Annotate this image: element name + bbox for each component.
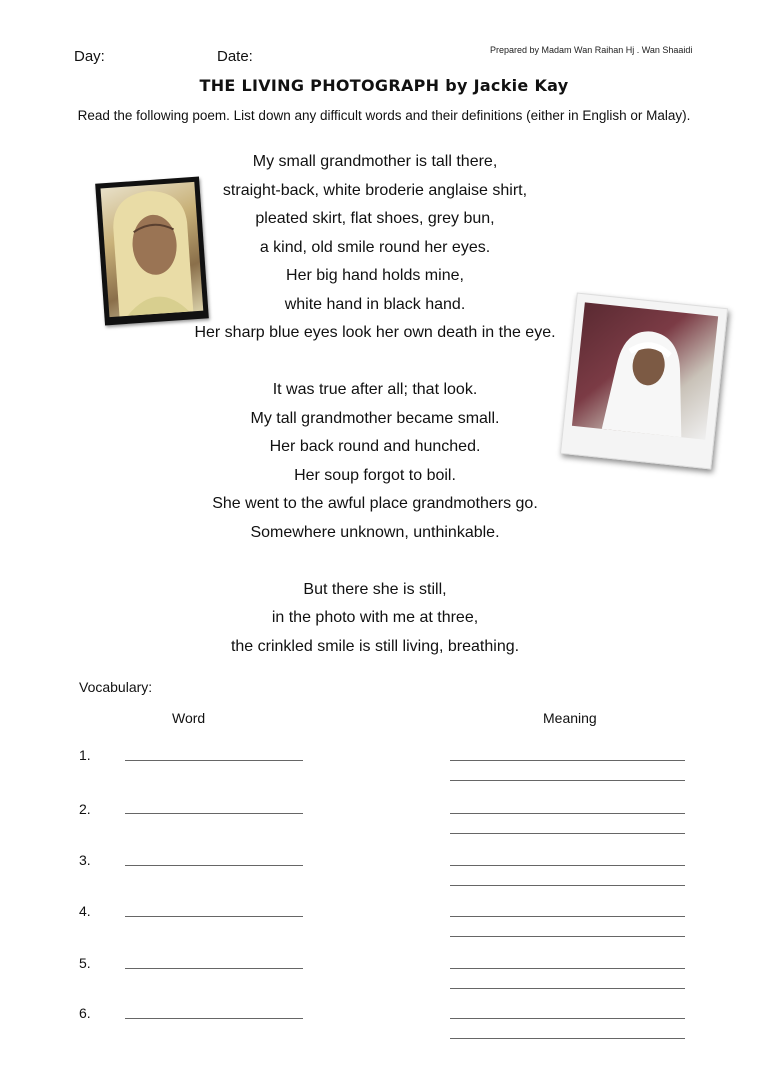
meaning-blank[interactable] <box>450 885 685 886</box>
word-blank[interactable] <box>125 916 303 917</box>
poem-line: She went to the awful place grandmothers go. <box>212 495 538 512</box>
word-column-header: Word <box>172 710 206 726</box>
meaning-blank[interactable] <box>450 916 685 917</box>
day-label: Day: <box>74 48 105 65</box>
poem <box>90 148 660 690</box>
word-blank[interactable] <box>125 865 303 866</box>
meaning-blank[interactable] <box>450 988 685 989</box>
vocab-row-number: 1. <box>79 747 91 763</box>
meaning-blank[interactable] <box>450 813 685 814</box>
poem-line: straight-back, white broderie anglaise shirt, <box>222 181 528 199</box>
poem-line: pleated skirt, flat shoes, grey bun, <box>255 210 495 227</box>
word-blank[interactable] <box>125 1018 303 1019</box>
poem-line: Her back round and hunched. <box>269 438 481 455</box>
vocab-row-number: 3. <box>79 852 91 868</box>
meaning-blank[interactable] <box>450 780 685 781</box>
word-blank[interactable] <box>125 968 303 969</box>
word-blank[interactable] <box>125 813 303 814</box>
instruction-text: Read the following poem. List down any difficult words and their definitions (either in English or Malay). <box>77 108 691 123</box>
poem-line: My tall grandmother became small. <box>250 409 500 427</box>
poem-line: white hand in black hand. <box>284 295 466 313</box>
meaning-column-header: Meaning <box>543 710 597 726</box>
meaning-blank[interactable] <box>450 865 685 866</box>
vocab-row-number: 5. <box>79 955 91 971</box>
page-title: THE LIVING PHOTOGRAPH by Jackie Kay <box>199 76 569 95</box>
prepared-by: Prepared by Madam Wan Raihan Hj . Wan Shaaidi <box>490 45 693 55</box>
poem-line: Her soup forgot to boil. <box>294 466 456 484</box>
poem-line: Her sharp blue eyes look her own death in the eye. <box>194 324 556 341</box>
word-blank[interactable] <box>125 760 303 761</box>
poem-line: My small grandmother is tall there, <box>252 153 498 170</box>
poem-stanza-1 <box>90 148 660 348</box>
poem-line: a kind, old smile round her eyes. <box>259 238 491 256</box>
meaning-blank[interactable] <box>450 833 685 834</box>
meaning-blank[interactable] <box>450 760 685 761</box>
vocab-row-number: 2. <box>79 801 91 817</box>
meaning-blank[interactable] <box>450 936 685 937</box>
vocabulary-label: Vocabulary: <box>79 679 153 695</box>
poem-line: It was true after all; that look. <box>272 381 478 398</box>
meaning-blank[interactable] <box>450 1018 685 1019</box>
poem-line: in the photo with me at three, <box>271 609 479 626</box>
poem-line: Somewhere unknown, unthinkable. <box>250 523 500 541</box>
meaning-blank[interactable] <box>450 1038 685 1039</box>
poem-line: But there she is still, <box>303 580 447 598</box>
vocab-row-number: 4. <box>79 903 91 919</box>
poem-stanza-2 <box>90 376 660 547</box>
date-label: Date: <box>217 48 253 65</box>
vocab-row-number: 6. <box>79 1005 91 1021</box>
poem-stanza-3 <box>90 576 660 662</box>
meaning-blank[interactable] <box>450 968 685 969</box>
poem-line: the crinkled smile is still living, breathing. <box>230 637 520 655</box>
poem-line: Her big hand holds mine, <box>286 267 464 284</box>
